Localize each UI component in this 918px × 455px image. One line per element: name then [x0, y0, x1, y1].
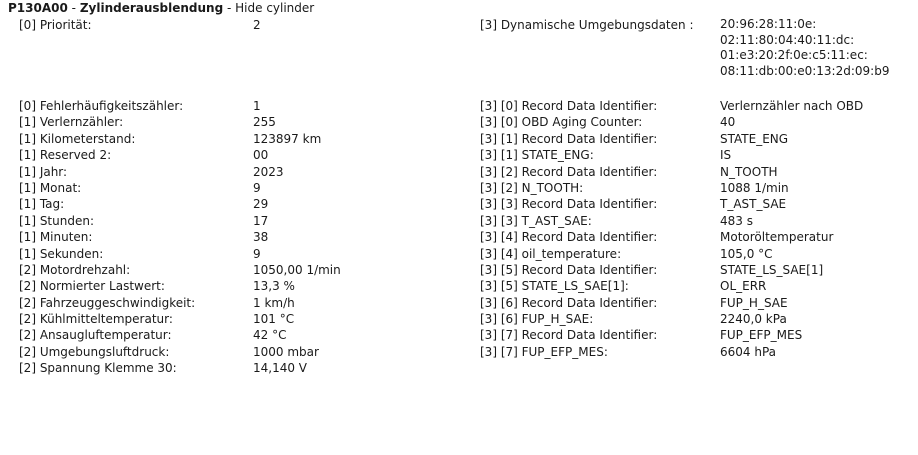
detail-label: [2] Umgebungsluftdruck:	[19, 344, 170, 359]
detail-label: [3] [2] Record Data Identifier:	[480, 164, 658, 179]
detail-value: 1000 mbar	[253, 344, 319, 359]
fault-description: - Hide cylinder	[223, 1, 315, 15]
detail-value: FUP_H_SAE	[720, 295, 788, 310]
detail-value: 101 °C	[253, 312, 295, 327]
detail-value: 29	[253, 197, 269, 212]
detail-label: [3] [5] Record Data Identifier:	[480, 262, 658, 277]
detail-label: [2] Kühlmitteltemperatur:	[19, 312, 173, 327]
detail-label: [3] [3] Record Data Identifier:	[480, 197, 658, 212]
detail-label: [1] Stunden:	[19, 213, 94, 228]
detail-value: 123897 km	[253, 131, 322, 146]
detail-label: [2] Fahrzeuggeschwindigkeit:	[19, 295, 196, 310]
detail-label: [3] [7] Record Data Identifier:	[480, 328, 658, 343]
detail-value: OL_ERR	[720, 279, 767, 294]
detail-label: [2] Motordrehzahl:	[19, 262, 131, 277]
detail-value: 483 s	[720, 213, 753, 228]
detail-label: [1] Sekunden:	[19, 246, 104, 261]
detail-value: STATE_ENG	[720, 131, 789, 146]
detail-value: 1088 1/min	[720, 180, 789, 195]
detail-value: Verlernzähler nach OBD	[720, 99, 864, 113]
detail-label: [2] Spannung Klemme 30:	[19, 361, 177, 376]
detail-label: [3] Dynamische Umgebungsdaten :	[480, 18, 694, 32]
detail-label: [3] [5] STATE_LS_SAE[1]:	[480, 279, 629, 294]
detail-label: [3] [1] Record Data Identifier:	[480, 131, 658, 146]
fault-code: P130A00	[8, 1, 68, 15]
detail-label: [1] Reserved 2:	[19, 148, 112, 163]
detail-label: [3] [0] Record Data Identifier:	[480, 99, 658, 113]
detail-value: 40	[720, 115, 736, 130]
header-separator: -	[67, 1, 80, 15]
detail-label: [1] Jahr:	[19, 164, 68, 179]
detail-label: [3] [6] FUP_H_SAE:	[480, 312, 594, 327]
detail-label: [1] Kilometerstand:	[19, 131, 136, 146]
detail-value: 2	[253, 18, 261, 32]
detail-label: [3] [7] FUP_EFP_MES:	[480, 344, 608, 359]
detail-value: 1	[253, 99, 261, 113]
detail-value: 6604 hPa	[720, 344, 777, 359]
detail-label: [1] Tag:	[19, 197, 65, 212]
detail-label: [2] Ansaugluftemperatur:	[19, 328, 172, 343]
fault-header	[8, 1, 314, 16]
detail-label: [3] [4] oil_temperature:	[480, 246, 622, 261]
detail-value: Motoröltemperatur	[720, 230, 834, 245]
detail-value: 255	[253, 115, 276, 130]
detail-label: [3] [6] Record Data Identifier:	[480, 295, 658, 310]
detail-value: T_AST_SAE	[720, 197, 787, 212]
detail-label: [2] Normierter Lastwert:	[19, 279, 165, 294]
detail-label: [1] Verlernzähler:	[19, 115, 124, 130]
detail-value: 00	[253, 148, 269, 163]
detail-value: 105,0 °C	[720, 246, 773, 261]
detail-label: [1] Monat:	[19, 180, 82, 195]
detail-value: FUP_EFP_MES	[720, 328, 803, 343]
detail-value: 42 °C	[253, 328, 287, 343]
environment-data-hex: 20:96:28:11:0e: 02:11:80:04:40:11:dc: 01:e3:20:2f:0e:c5:11:ec: 08:11:db:00:e0:13:2d:09:b9	[720, 17, 890, 78]
detail-value: 14,140 V	[253, 361, 308, 376]
detail-label: [3] [4] Record Data Identifier:	[480, 230, 658, 245]
detail-value: 38	[253, 230, 269, 245]
detail-value: STATE_LS_SAE[1]	[720, 262, 824, 277]
fault-name: Zylinderausblendung	[79, 1, 224, 15]
detail-value: N_TOOTH	[720, 164, 778, 179]
detail-label: [3] [0] OBD Aging Counter:	[480, 115, 643, 130]
detail-value: IS	[720, 148, 732, 163]
detail-label: [0] Fehlerhäufigkeitszähler:	[19, 99, 184, 113]
detail-label: [3] [3] T_AST_SAE:	[480, 213, 592, 228]
detail-value: 9	[253, 246, 261, 261]
detail-label: [3] [1] STATE_ENG:	[480, 148, 594, 163]
detail-label: [3] [2] N_TOOTH:	[480, 180, 584, 195]
detail-value: 13,3 %	[253, 279, 295, 294]
detail-value: 1050,00 1/min	[253, 262, 341, 277]
detail-label: [1] Minuten:	[19, 230, 93, 245]
detail-label: [0] Priorität:	[19, 18, 92, 32]
detail-value: 1 km/h	[253, 295, 295, 310]
detail-value: 2240,0 kPa	[720, 312, 787, 327]
detail-value: 2023	[253, 164, 284, 179]
detail-value: 17	[253, 213, 269, 228]
detail-value: 9	[253, 180, 261, 195]
